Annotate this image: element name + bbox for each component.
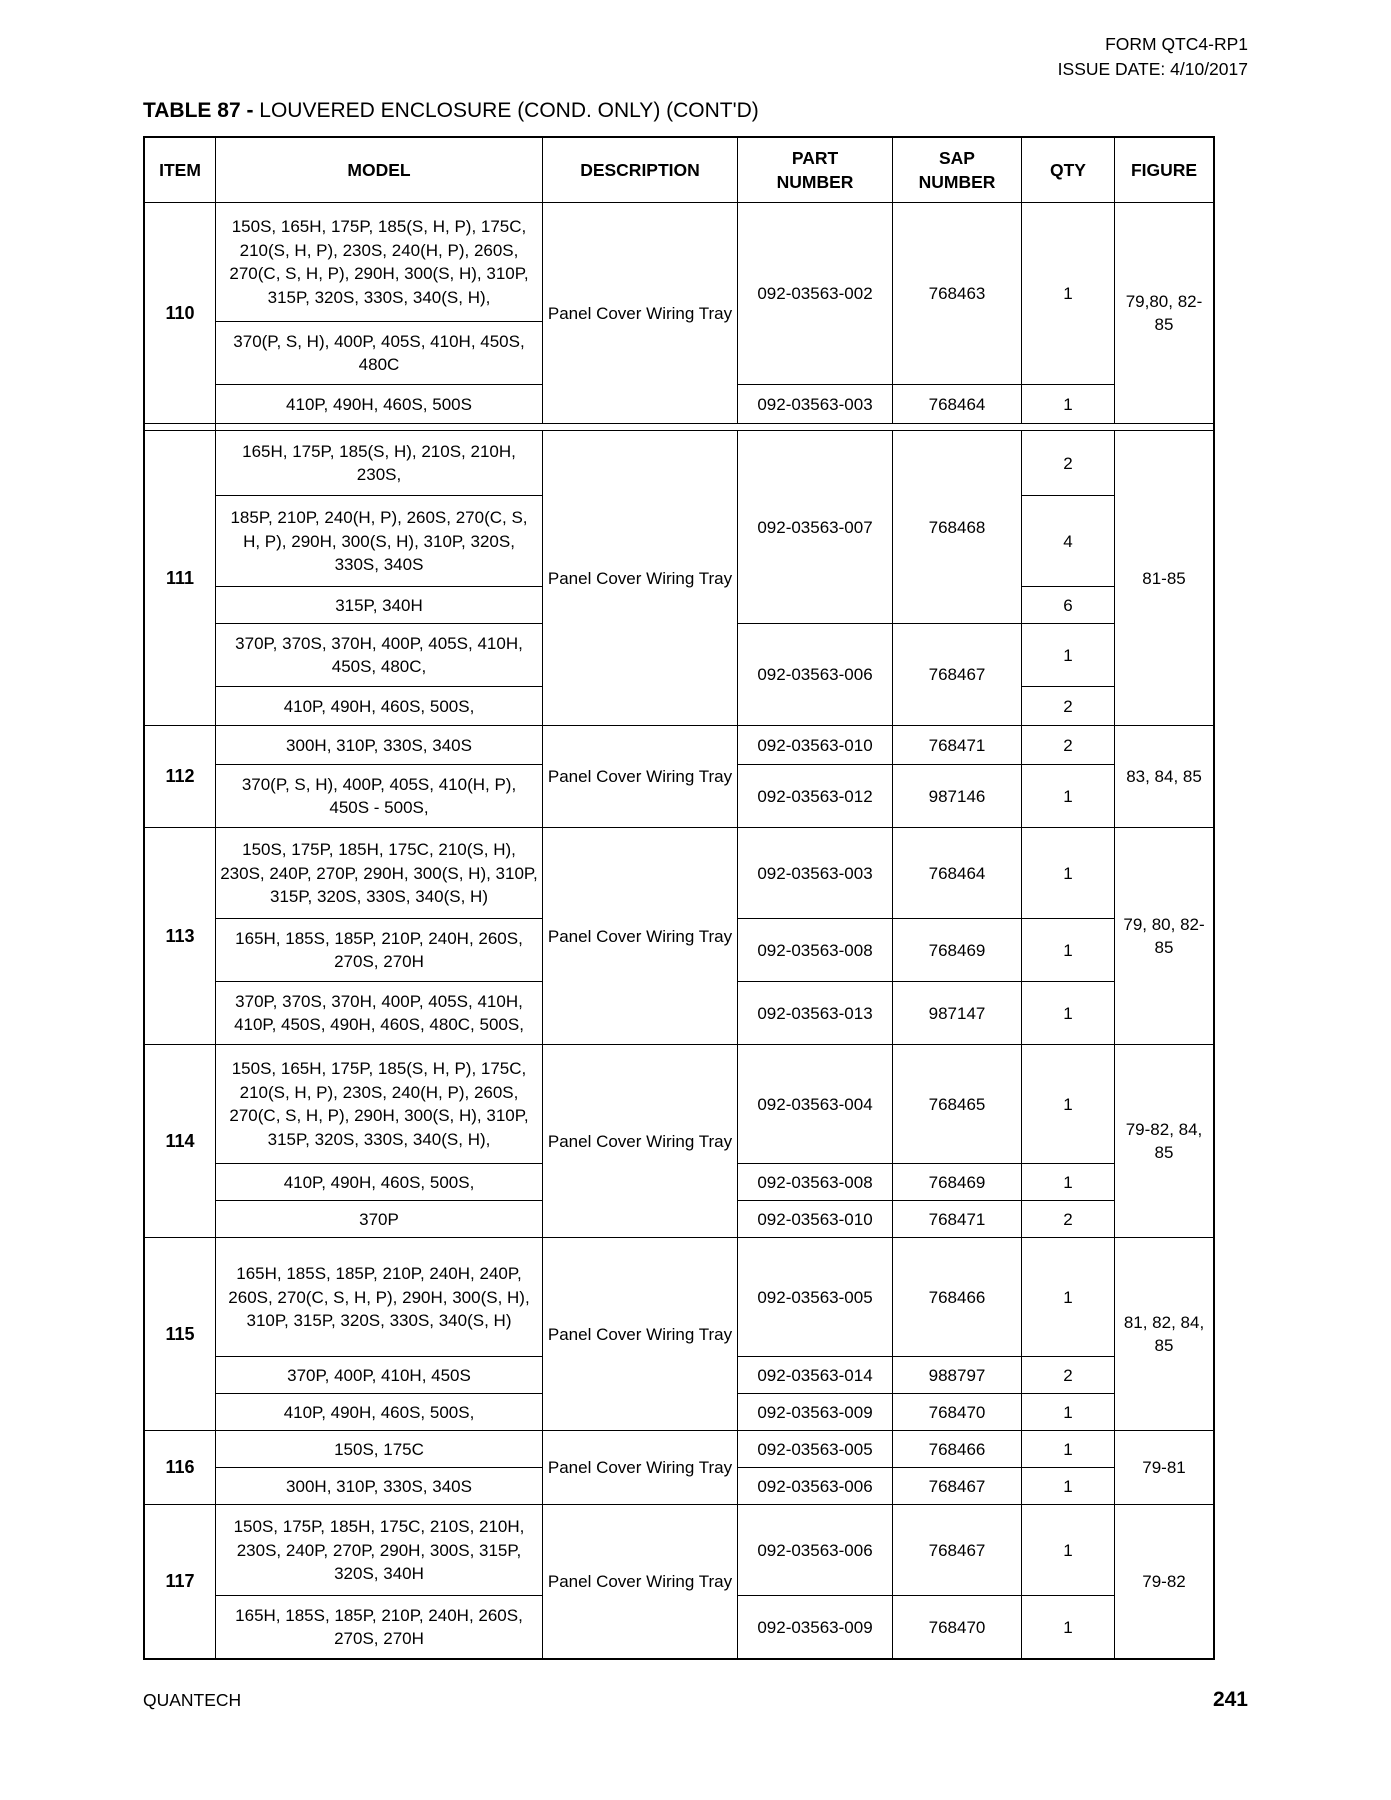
- part-number-line1: PART: [791, 148, 839, 168]
- cell-sap-number: 768471: [893, 726, 1022, 765]
- cell-figure: 81-85: [1115, 431, 1215, 726]
- cell-sap-number: 768468: [893, 431, 1022, 624]
- cell-part-number: 092-03563-009: [738, 1394, 893, 1431]
- cell-part-number: 092-03563-010: [738, 726, 893, 765]
- column-header-sap-number: [893, 137, 1022, 203]
- cell-part-number: 092-03563-013: [738, 982, 893, 1045]
- cell-part-number: 092-03563-005: [738, 1238, 893, 1357]
- cell-part-number: 092-03563-003: [738, 385, 893, 424]
- cell-qty: 1: [1022, 1394, 1115, 1431]
- cell-qty: 1: [1022, 1505, 1115, 1596]
- table-row: [144, 424, 1214, 431]
- cell-qty: 2: [1022, 431, 1115, 496]
- cell-part-number: 092-03563-009: [738, 1596, 893, 1660]
- form-number: FORM QTC4-RP1: [1105, 34, 1248, 54]
- table-row: [144, 726, 1214, 765]
- cell-item: 116: [144, 1431, 216, 1505]
- cell-part-number: 092-03563-006: [738, 1505, 893, 1596]
- cell-part-number: 092-03563-005: [738, 1431, 893, 1468]
- table-row: [144, 1431, 1214, 1468]
- cell-part-number: 092-03563-007: [738, 431, 893, 624]
- cell-item: 113: [144, 828, 216, 1045]
- cell-sap-number: 768469: [893, 1164, 1022, 1201]
- cell-description: Panel Cover Wiring Tray: [543, 1238, 738, 1431]
- cell-figure: 83, 84, 85: [1115, 726, 1215, 828]
- cell-qty: 2: [1022, 726, 1115, 765]
- cell-qty: 1: [1022, 624, 1115, 687]
- cell-model: 150S, 175C: [216, 1431, 543, 1468]
- column-header-description: DESCRIPTION: [543, 137, 738, 203]
- cell-figure: 79-82: [1115, 1505, 1215, 1660]
- cell-description: Panel Cover Wiring Tray: [543, 1431, 738, 1505]
- column-header-figure: FIGURE: [1115, 137, 1215, 203]
- cell-sap-number: 987146: [893, 765, 1022, 828]
- cell-sap-number: 768467: [893, 1468, 1022, 1505]
- issue-date: ISSUE DATE: 4/10/2017: [1057, 58, 1248, 79]
- cell-model: 370P: [216, 1201, 543, 1238]
- cell-sap-number: 768465: [893, 1045, 1022, 1164]
- cell-sap-number: 768469: [893, 919, 1022, 982]
- cell-model: 410P, 490H, 460S, 500S,: [216, 1394, 543, 1431]
- cell-qty: 1: [1022, 1431, 1115, 1468]
- cell-model: 370P, 370S, 370H, 400P, 405S, 410H, 410P, 450S, 490H, 460S, 480C, 500S,: [216, 982, 543, 1045]
- cell-qty: 1: [1022, 1164, 1115, 1201]
- cell-part-number: 092-03563-008: [738, 1164, 893, 1201]
- cell-part-number: 092-03563-006: [738, 1468, 893, 1505]
- table-row: [144, 828, 1214, 919]
- cell-sap-number: 768471: [893, 1201, 1022, 1238]
- cell-qty: 1: [1022, 1045, 1115, 1164]
- page-title: [143, 98, 759, 123]
- cell-qty: 1: [1022, 1238, 1115, 1357]
- cell-model: 300H, 310P, 330S, 340S: [216, 1468, 543, 1505]
- cell-item: 114: [144, 1045, 216, 1238]
- column-header-model: MODEL: [216, 137, 543, 203]
- cell-sap-number: 987147: [893, 982, 1022, 1045]
- cell-model: 150S, 175P, 185H, 175C, 210(S, H), 230S, 240P, 270P, 290H, 300(S, H), 310P, 315P, 320S, 330S, 340(S, H): [216, 828, 543, 919]
- cell-part-number: 092-03563-004: [738, 1045, 893, 1164]
- cell-model: 370P, 400P, 410H, 450S: [216, 1357, 543, 1394]
- cell-model: 410P, 490H, 460S, 500S,: [216, 687, 543, 726]
- cell-qty: 1: [1022, 919, 1115, 982]
- cell-description: Panel Cover Wiring Tray: [543, 1045, 738, 1238]
- cell-qty: 1: [1022, 203, 1115, 385]
- cell-part-number: 092-03563-010: [738, 1201, 893, 1238]
- cell-description: Panel Cover Wiring Tray: [543, 431, 738, 726]
- cell-model: 165H, 185S, 185P, 210P, 240H, 240P, 260S, 270(C, S, H, P), 290H, 300(S, H), 310P, 315P, 320S, 330S, 340(S, H): [216, 1238, 543, 1357]
- part-number-line2: NUMBER: [776, 172, 854, 193]
- cell-sap-number: 988797: [893, 1357, 1022, 1394]
- cell-model: 150S, 165H, 175P, 185(S, H, P), 175C, 210(S, H, P), 230S, 240(H, P), 260S, 270(C, S, H, P), 290H, 300(S, H), 310P, 315P, 320S, 330S, 340(S, H),: [216, 203, 543, 322]
- cell-part-number: 092-03563-014: [738, 1357, 893, 1394]
- table-row: [144, 1505, 1214, 1596]
- cell-sap-number: 768464: [893, 828, 1022, 919]
- cell-sap-number: 768466: [893, 1238, 1022, 1357]
- cell-model: 165H, 185S, 185P, 210P, 240H, 260S, 270S, 270H: [216, 1596, 543, 1660]
- cell-item: 117: [144, 1505, 216, 1660]
- cell-model: 185P, 210P, 240(H, P), 260S, 270(C, S, H, P), 290H, 300(S, H), 310P, 320S, 330S, 340S: [216, 496, 543, 587]
- cell-figure: 79,80, 82-85: [1115, 203, 1215, 424]
- cell-model: 370(P, S, H), 400P, 405S, 410H, 450S, 480C: [216, 322, 543, 385]
- cell-sap-number: 768466: [893, 1431, 1022, 1468]
- table-name: LOUVERED ENCLOSURE (COND. ONLY) (CONT'D): [259, 99, 759, 122]
- cell-figure: 79, 80, 82-85: [1115, 828, 1215, 1045]
- sap-number-line1: SAP: [939, 148, 975, 168]
- cell-sap-number: 768467: [893, 1505, 1022, 1596]
- cell-model: 370(P, S, H), 400P, 405S, 410(H, P), 450S - 500S,: [216, 765, 543, 828]
- table-number: TABLE 87 -: [143, 99, 260, 122]
- cell-item: 110: [144, 203, 216, 424]
- footer-company: QUANTECH: [143, 1690, 242, 1710]
- cell-qty: 1: [1022, 765, 1115, 828]
- sap-number-line2: NUMBER: [918, 172, 996, 193]
- cell-item-spacer: [144, 424, 216, 431]
- cell-qty: 2: [1022, 687, 1115, 726]
- cell-qty: 2: [1022, 1357, 1115, 1394]
- cell-qty: 2: [1022, 1201, 1115, 1238]
- column-header-item: ITEM: [144, 137, 216, 203]
- page-footer: [143, 1688, 1248, 1712]
- cell-sap-number: 768470: [893, 1394, 1022, 1431]
- cell-part-number: 092-03563-008: [738, 919, 893, 982]
- cell-model: 150S, 165H, 175P, 185(S, H, P), 175C, 210(S, H, P), 230S, 240(H, P), 260S, 270(C, S, H, P), 290H, 300(S, H), 310P, 315P, 320S, 330S, 340(S, H),: [216, 1045, 543, 1164]
- cell-qty: 1: [1022, 385, 1115, 424]
- cell-model: 165H, 175P, 185(S, H), 210S, 210H, 230S,: [216, 431, 543, 496]
- cell-part-number: 092-03563-002: [738, 203, 893, 385]
- cell-qty: 4: [1022, 496, 1115, 587]
- cell-model: 410P, 490H, 460S, 500S,: [216, 1164, 543, 1201]
- cell-description: Panel Cover Wiring Tray: [543, 1505, 738, 1660]
- cell-model: 165H, 185S, 185P, 210P, 240H, 260S, 270S, 270H: [216, 919, 543, 982]
- cell-model: 300H, 310P, 330S, 340S: [216, 726, 543, 765]
- document-header: [1058, 32, 1248, 82]
- cell-description: Panel Cover Wiring Tray: [543, 828, 738, 1045]
- cell-qty: 1: [1022, 1596, 1115, 1660]
- cell-qty: 6: [1022, 587, 1115, 624]
- parts-table: [143, 136, 1215, 1660]
- cell-sap-number: 768467: [893, 624, 1022, 726]
- cell-item: 112: [144, 726, 216, 828]
- column-header-qty: QTY: [1022, 137, 1115, 203]
- cell-item: 111: [144, 431, 216, 726]
- cell-figure: 79-82, 84, 85: [1115, 1045, 1215, 1238]
- cell-part-number: 092-03563-012: [738, 765, 893, 828]
- cell-model: 410P, 490H, 460S, 500S: [216, 385, 543, 424]
- cell-qty: 1: [1022, 982, 1115, 1045]
- cell-part-number: 092-03563-006: [738, 624, 893, 726]
- table-header-row: [144, 137, 1214, 203]
- table-row: [144, 203, 1214, 322]
- table-row: [144, 1238, 1214, 1357]
- table-row: [144, 431, 1214, 496]
- cell-item: 115: [144, 1238, 216, 1431]
- cell-part-number: 092-03563-003: [738, 828, 893, 919]
- cell-qty: 1: [1022, 1468, 1115, 1505]
- cell-qty: 1: [1022, 828, 1115, 919]
- cell-sap-number: 768470: [893, 1596, 1022, 1660]
- cell-model: 315P, 340H: [216, 587, 543, 624]
- cell-figure: 81, 82, 84, 85: [1115, 1238, 1215, 1431]
- cell-figure: 79-81: [1115, 1431, 1215, 1505]
- cell-sap-number: 768464: [893, 385, 1022, 424]
- column-header-part-number: [738, 137, 893, 203]
- footer-page-number: 241: [1212, 1688, 1248, 1711]
- cell-description: Panel Cover Wiring Tray: [543, 726, 738, 828]
- cell-description: Panel Cover Wiring Tray: [543, 203, 738, 424]
- cell-model: 150S, 175P, 185H, 175C, 210S, 210H, 230S, 240P, 270P, 290H, 300S, 315P, 320S, 340H: [216, 1505, 543, 1596]
- cell-model: 370P, 370S, 370H, 400P, 405S, 410H, 450S, 480C,: [216, 624, 543, 687]
- cell-sap-number: 768463: [893, 203, 1022, 385]
- table-row: [144, 1045, 1214, 1164]
